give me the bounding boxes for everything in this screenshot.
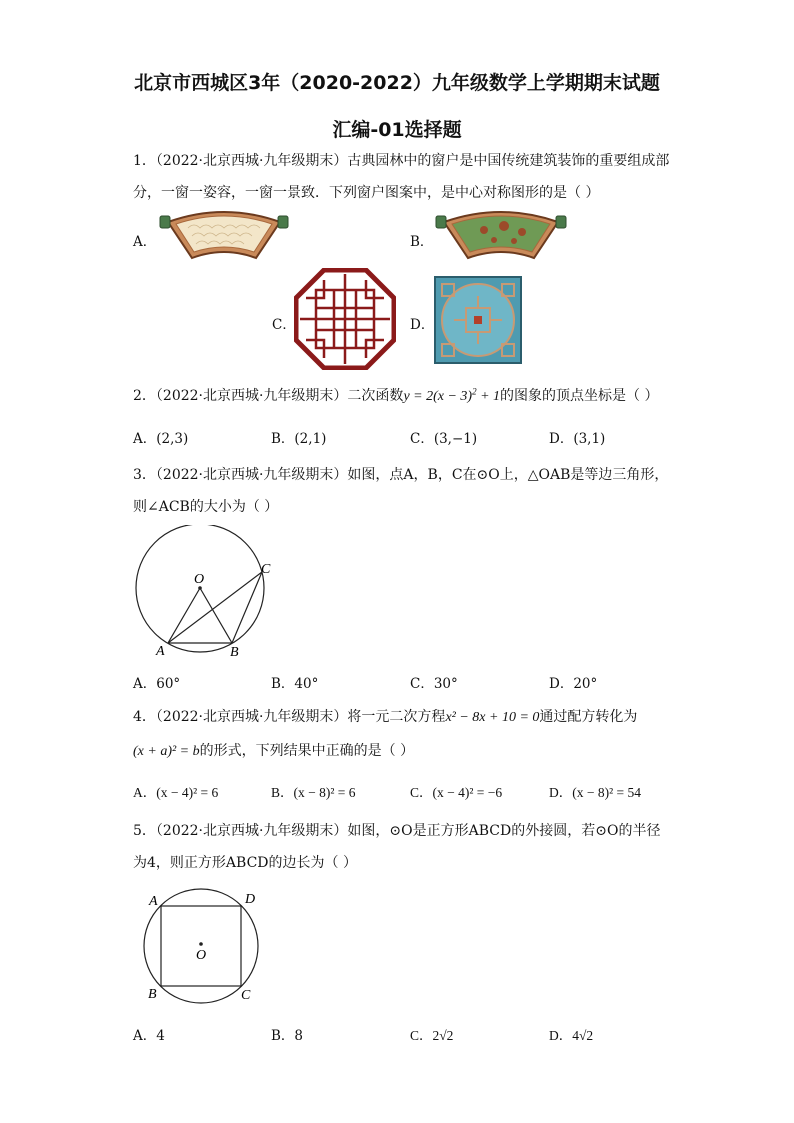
q5-option-b: B．8 (271, 1028, 304, 1044)
q1-option-a-fan-window-image (158, 208, 290, 266)
q5-label-a: A (149, 894, 158, 909)
q4-equation: x² − 8x + 10 = 0 (445, 710, 540, 725)
q4-target-form: (x + a)² = b (133, 744, 200, 759)
q2-function-formula: $y = 2(x - 3)^2 + 1$ (403, 386, 501, 404)
q4-stem-prefix: 4．（2022·北京西城·九年级期末）将一元二次方程 (133, 709, 446, 725)
q3-option-a: A．60° (133, 676, 181, 692)
q4-stem-line2-suffix: 的形式，下列结果中正确的是（ ） (199, 743, 415, 759)
q3-option-b: B．40° (271, 676, 319, 692)
q3-option-c: C．30° (410, 676, 458, 692)
q3-circle-diagram (130, 525, 280, 665)
q1-option-a-label: A． (133, 234, 157, 250)
q5-stem-line1: 5．（2022·北京西城·九年级期末）如图，⊙O是正方形ABCD的外接圆，若⊙O的半径 (133, 823, 661, 839)
q2-option-a: A．(2,3) (133, 431, 189, 447)
q3-stem-line1: 3．（2022·北京西城·九年级期末）如图，点A，B，C在⊙O上，△OAB是等边三角形， (133, 467, 669, 483)
q2-option-c: C．(3,−1) (410, 431, 478, 447)
q4-option-a: A．(x − 4)² = 6 (133, 785, 219, 800)
q3-label-o: O (194, 572, 205, 587)
q5-square (161, 906, 241, 986)
q4-option-b: B．(x − 8)² = 6 (271, 785, 356, 800)
q2-stem (133, 385, 659, 405)
q5-stem-line2: 为4，则正方形ABCD的边长为（ ） (133, 855, 357, 871)
document-title-line2: 汇编-01选择题 (332, 119, 462, 141)
q4-stem-suffix: 通过配方转化为 (539, 709, 638, 725)
q1-stem-line1: 1．（2022·北京西城·九年级期末）古典园林中的窗户是中国传统建筑装饰的重要组成部 (133, 153, 670, 169)
q3-stem-line2: 则∠ACB的大小为（ ） (133, 499, 279, 515)
q5-label-b: B (148, 987, 157, 1002)
q4-stem-line1 (133, 706, 637, 726)
q5-square-in-circle-diagram (140, 886, 270, 1006)
q5-label-o: O (196, 948, 207, 963)
q5-option-a: A．4 (133, 1028, 165, 1044)
q4-stem-line2 (133, 740, 414, 760)
q3-label-c: C (261, 562, 271, 577)
q1-option-c-label: C． (272, 317, 296, 333)
q5-label-c: C (241, 988, 251, 1003)
q4-option-d: D．(x − 8)² = 54 (549, 785, 642, 800)
q5-option-d: D．4√2 (549, 1028, 594, 1043)
q1-option-b-label: B． (410, 234, 434, 250)
q1-option-d-label: D． (410, 317, 435, 333)
q3-label-a: A (156, 644, 165, 659)
q5-label-d: D (245, 892, 256, 907)
document-title-line1: 北京市西城区3年（2020-2022）九年级数学上学期期末试题 (134, 72, 660, 94)
q2-stem-prefix: 2．（2022·北京西城·九年级期末）二次函数 (133, 388, 404, 404)
q1-option-c-octagon-lattice-window-image (294, 268, 396, 370)
q3-option-d: D．20° (549, 676, 598, 692)
q2-option-b: B．(2,1) (271, 431, 327, 447)
q1-option-d-square-carved-window-image (434, 276, 522, 364)
q4-option-c: C．(x − 4)² = −6 (410, 785, 503, 800)
q2-stem-suffix: 的图象的顶点坐标是（ ） (500, 388, 659, 404)
q2-option-d: D．(3,1) (549, 431, 606, 447)
q1-stem-line2: 分，一窗一姿容，一窗一景致．下列窗户图案中，是中心对称图形的是（ ） (133, 185, 600, 201)
q1-option-b-fan-window-image (434, 208, 568, 266)
q5-option-c: C．2√2 (410, 1028, 454, 1043)
q3-label-b: B (230, 645, 239, 660)
